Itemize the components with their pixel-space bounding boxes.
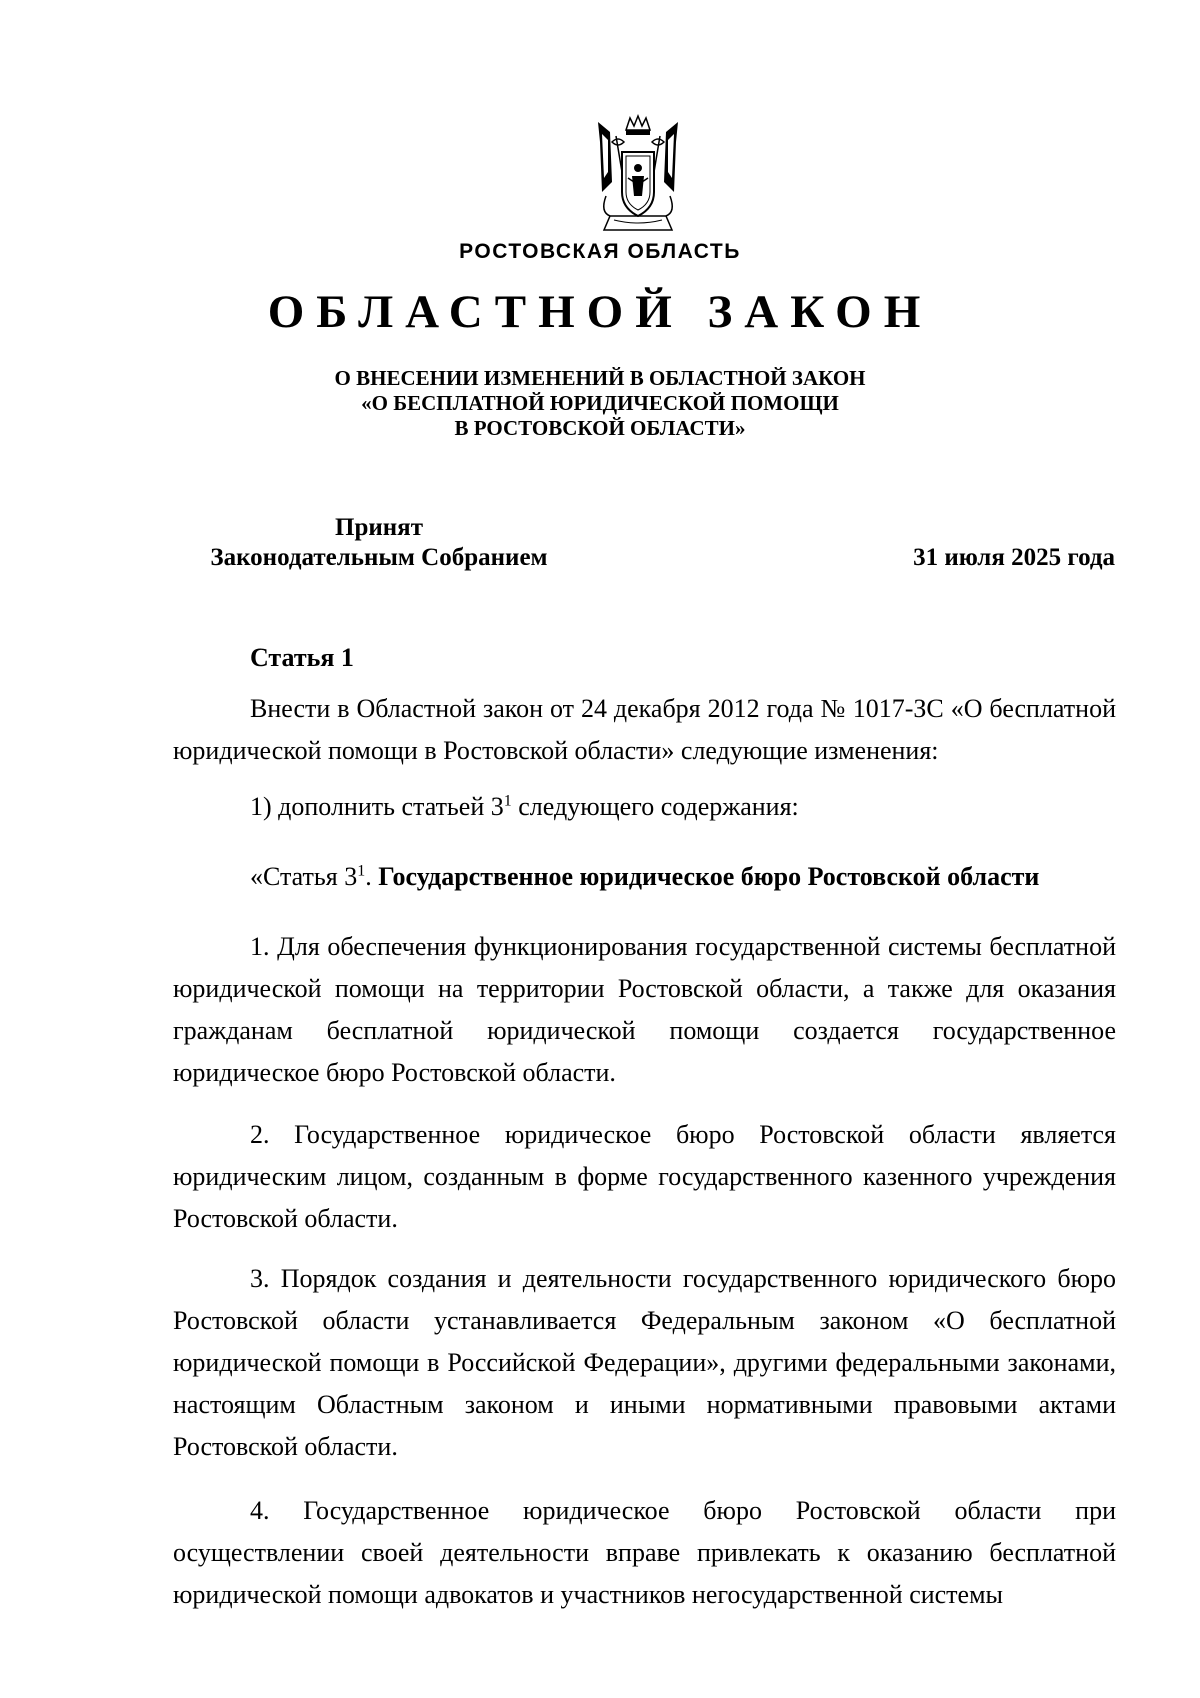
law-title-line: «О БЕСПЛАТНОЙ ЮРИДИЧЕСКОЙ ПОМОЩИ — [361, 391, 839, 415]
new-article-label: «Статья 3 — [250, 862, 358, 891]
adoption-body — [170, 513, 588, 573]
item-text: следующего содержания: — [511, 792, 799, 821]
adoption-line-1: Принят — [335, 514, 423, 541]
law-title-line: О ВНЕСЕНИИ ИЗМЕНЕНИЙ В ОБЛАСТНОЙ ЗАКОН — [334, 366, 866, 390]
superscript: 1 — [503, 792, 512, 810]
paragraph-4: 4. Государственное юридическое бюро Ростовской области при осуществлении своей деятельности вправе привлекать к оказанию бесплатной юридической помощи адвокатов и участников негосударственной системы — [173, 1496, 1116, 1609]
amendment-item-1 — [173, 786, 1116, 828]
article-intro: Внести в Областной закон от 24 декабря 2012 года № 1017-ЗС «О бесплатной юридической помощи в Ростовской области» следующие изменения: — [173, 694, 1116, 765]
punctuation: . — [365, 862, 379, 891]
coat-of-arms-icon — [588, 112, 688, 240]
paragraph-2: 2. Государственное юридическое бюро Ростовской области является юридическим лицом, созданным в форме государственного казенного учреждения Ростовской области. — [173, 1120, 1116, 1233]
adoption-line-2: Законодательным Собранием — [210, 544, 548, 571]
superscript: 1 — [357, 862, 366, 880]
new-article-heading — [173, 856, 1116, 898]
paragraph-3: 3. Порядок создания и деятельности государственного юридического бюро Ростовской области устанавливается Федеральным законом «О бесплатной юридической помощи в Российской Федерации», другими федеральными законами, настоящим Областным законом и иными нормативными правовыми актами Ростовской области. — [173, 1264, 1116, 1461]
new-article-title: Государственное юридическое бюро Ростовской области — [378, 862, 1040, 891]
item-text: 1) дополнить статьей 3 — [250, 792, 504, 821]
law-title-line: В РОСТОВСКОЙ ОБЛАСТИ» — [454, 416, 746, 440]
law-title — [0, 366, 1200, 441]
law-type-heading: ОБЛАСТНОЙ ЗАКОН — [267, 286, 933, 338]
region-name: РОСТОВСКАЯ ОБЛАСТЬ — [459, 240, 741, 263]
article-heading: Статья 1 — [250, 643, 354, 672]
paragraph-1: 1. Для обеспечения функционирования государственной системы бесплатной юридической помощи на территории Ростовской области, а также для оказания гражданам бесплатной юридической помощи создается государственное юридическое бюро Ростовской области. — [173, 932, 1116, 1087]
adoption-date: 31 июля 2025 года — [913, 544, 1115, 571]
